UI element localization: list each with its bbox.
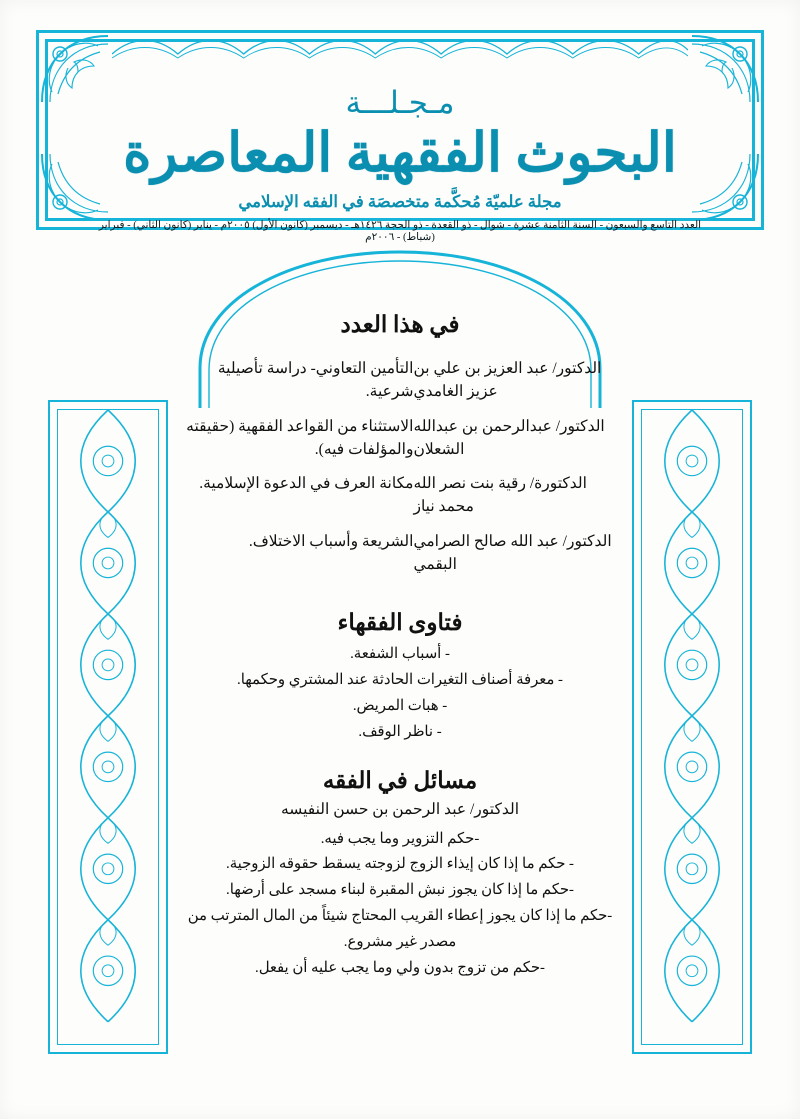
left-column-ornament-icon — [48, 400, 168, 1054]
entry-author: الدكتور/ عبد العزيز بن علي بن عزيز الغامدي — [413, 360, 602, 401]
masael-byline: الدكتور/ عبد الرحمن بن حسن النفيسه — [280, 800, 520, 818]
table-row — [176, 527, 624, 585]
entry-topic: التأمين التعاوني- دراسة تأصيلية شرعية. — [217, 360, 414, 401]
contents-table — [176, 354, 624, 584]
right-column-ornament-icon — [632, 400, 752, 1054]
journal-title: البحوث الفقهية المعاصرة — [123, 123, 677, 184]
issue-line: العدد التاسع والسبعون - السنة الثامنة عشرة - شوال - ذو القعدة - ذو الحجة ١٤٢٦هـ - ديسمبر (كانون الأول) ٢٠٠٥م - يناير (كانون الثاني) - فبراير (شباط) - ٢٠٠٦م — [98, 220, 702, 244]
entry-author: الدكتورة/ رقية بنت نصر الله محمد نياز — [413, 475, 587, 516]
list-item: - هبات المريض. — [352, 697, 448, 714]
list-item: - أسباب الشفعة. — [350, 646, 450, 662]
entry-topic: الشريعة وأسباب الاختلاف. — [248, 532, 414, 550]
entry-topic: مكانة العرف في الدعوة الإسلامية. — [199, 475, 414, 492]
table-row — [176, 412, 624, 470]
fatawa-heading: فتاوى الفقهاء — [337, 610, 463, 635]
list-item: - معرفة أصناف التغيرات الحادثة عند المشتري وحكمها. — [237, 671, 563, 688]
fatawa-list — [176, 642, 624, 746]
contents-heading: في هذا العدد — [340, 312, 460, 337]
table-row — [176, 469, 624, 527]
list-item: - حكم ما إذا كان إيذاء الزوج لزوجته يسقط حقوقه الزوجية. — [226, 856, 574, 873]
list-item: -حكم التزوير وما يجب فيه. — [320, 830, 480, 847]
list-item: -حكم ما إذا كان يجوز نبش المقبرة لبناء مسجد على أرضها. — [226, 882, 574, 899]
list-item: - ناظر الوقف. — [358, 723, 442, 740]
masthead-frame — [36, 30, 764, 260]
top-edge-ornament-icon — [112, 32, 688, 62]
masael-list — [176, 827, 624, 982]
masael-heading: مسائل في الفقه — [322, 767, 478, 793]
masthead-majalla: مـجـلـــة — [345, 85, 455, 120]
journal-subtitle: مجلة علميّة مُحكَّمة متخصصَة في الفقه الإسلامي — [238, 192, 562, 212]
list-item: -حكم ما إذا كان يجوز إعطاء القريب المحتاج شيئاً من المال المترتب من مصدر غير مشروع. — [187, 908, 613, 951]
masthead — [96, 86, 704, 243]
list-item: -حكم من تزوج بدون ولي وما يجب عليه أن يفعل. — [255, 960, 545, 977]
table-row — [176, 354, 624, 412]
entry-topic: الاستثناء من القواعد الفقهية (حقيقته والمؤلفات فيه). — [186, 417, 414, 458]
table-of-contents — [176, 312, 624, 982]
entry-author: الدكتور/ عبدالرحمن بن عبدالله الشعلان — [413, 417, 605, 458]
entry-author: الدكتور/ عبد الله صالح الصرامي البقمي — [413, 532, 612, 573]
